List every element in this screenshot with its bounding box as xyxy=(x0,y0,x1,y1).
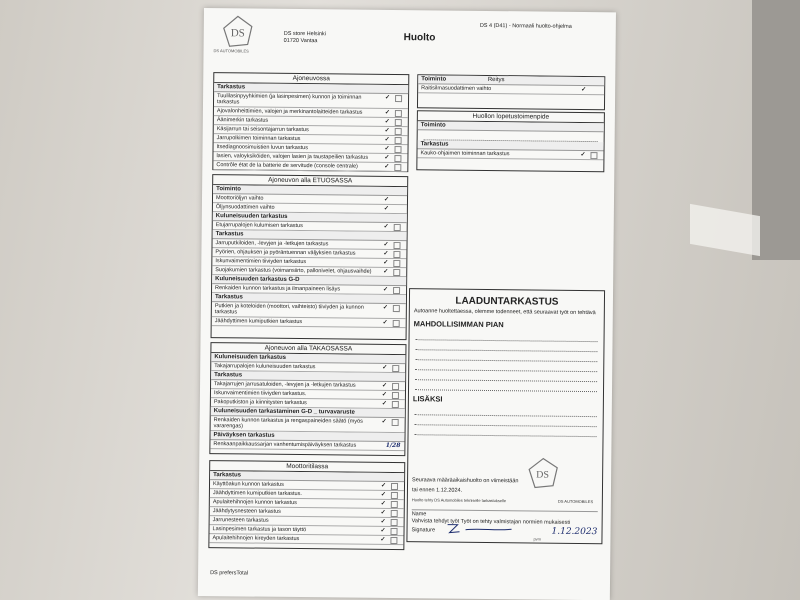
check-mark-icon: ✓ xyxy=(380,518,386,525)
check-mark-icon: ✓ xyxy=(381,400,387,407)
list-item xyxy=(418,84,604,95)
checkbox xyxy=(395,110,402,117)
check-mark-icon: ✓ xyxy=(384,109,390,116)
dealer-city: 01720 Vantaa xyxy=(283,37,318,45)
list-item xyxy=(417,149,603,160)
item-label: Takajarrupalojen kuluneisuuden tarkastus xyxy=(214,363,316,371)
item-label: Takajarrujen jarrusatuloiden, -levyjen ja -letkujen tarkastus xyxy=(214,381,356,389)
item-label: Jarruputkiloiden, -levyjen ja -letkujen tarkastus xyxy=(215,240,329,248)
item-label: Ajovalonheittimien, valojen ja merkinantolaitteiden tarkastus xyxy=(216,108,363,116)
footer-text: DS prefersTotal xyxy=(210,570,249,577)
item-label: Tuulilasinpyyhkimien (ja lasinpesimen) kunnon ja toiminnan tarkastus xyxy=(216,93,362,106)
dealer-name: DS store Helsinki xyxy=(283,30,326,38)
item-label: Renkaiden kunnon tarkastus ja ilmanpaineen lisäys xyxy=(215,285,341,293)
checkbox xyxy=(390,537,397,544)
item-label: Käyttöakun kunnon tarkastus xyxy=(212,481,284,488)
brand-text: DS AUTOMOBILES xyxy=(557,498,594,505)
item-label: Pyörien, ohjauksen ja pyöräntuennan väljyksien tarkastus xyxy=(215,249,356,257)
service-finish-section xyxy=(416,110,605,172)
checkbox xyxy=(392,392,399,399)
right-operation-sub: Reitys xyxy=(487,76,505,84)
date-check-label: Päiväyksen tarkastus xyxy=(213,432,275,439)
checkbox xyxy=(390,528,397,535)
list-item xyxy=(212,317,406,328)
name-label: Name xyxy=(412,509,598,519)
check-mark-icon: ✓ xyxy=(382,364,388,371)
checkbox xyxy=(392,383,399,390)
checkbox xyxy=(391,519,398,526)
quality-intro: Autoanne huoltettaessa, olemme todenneet, että seuraavat työt on tehtävä xyxy=(413,308,596,317)
item-label: Etujarrupalojen kulumisen tarkastus xyxy=(215,222,303,230)
check-mark-icon: ✓ xyxy=(383,241,389,248)
front-section-title: Ajoneuvon alla ETUOSASSA xyxy=(213,175,407,187)
signature-label: Signature xyxy=(411,527,436,534)
check-mark-icon: ✓ xyxy=(381,418,387,425)
check-mark-icon: ✓ xyxy=(384,154,390,161)
next-service-date: tai ennen 1.12.2024. xyxy=(411,487,463,494)
item-label: Itsediagnoosimuistien luvun tarkastus xyxy=(216,144,308,152)
item-label: Moottoriöljyn vaihto xyxy=(215,195,264,202)
checkbox xyxy=(392,365,399,372)
item-label: Raitisilmasuodattimen vaihto xyxy=(421,85,492,93)
check-mark-icon: ✓ xyxy=(380,509,386,516)
rear-tire-label: Kuluneisuuden tarkastaminen G-D _ turvavaruste xyxy=(213,408,355,416)
checkbox xyxy=(391,510,398,517)
checkbox xyxy=(393,269,400,276)
check-mark-icon: ✓ xyxy=(385,94,391,101)
item-label: Contrôle état de la batterie de servitude (console centrale) xyxy=(216,162,358,170)
item-label: Käsijarrun tai seisontajarrun tarkastus xyxy=(216,126,309,134)
item-label: Renkaiden kunnon tarkastus ja rengaspaineiden säätö (myös vararengas) xyxy=(213,417,363,430)
checkbox xyxy=(393,287,400,294)
asap-heading: MAHDOLLISIMMAN PIAN xyxy=(413,318,504,329)
item-label: Jarrunesteen tarkastus xyxy=(212,517,269,524)
check-mark-icon: ✓ xyxy=(384,163,390,170)
item-label: Äänimerkin tarkastus xyxy=(216,117,269,124)
checkbox xyxy=(393,260,400,267)
inspection-note: Huolto tehty DS Automobiles tekniselle tarkastukselle xyxy=(411,497,507,504)
engine-section-title: Moottoritilassa xyxy=(210,461,404,473)
check-mark-icon: ✓ xyxy=(380,500,386,507)
check-mark-icon: ✓ xyxy=(381,382,388,389)
signature-mark xyxy=(445,522,515,537)
vehicle-section-title: Ajoneuvossa xyxy=(214,73,408,85)
next-service-text: Seuraava määräaikaishuolto on viimeistään xyxy=(412,477,519,485)
svg-text:DS: DS xyxy=(536,469,549,481)
checkbox xyxy=(394,146,401,153)
date-label: pvm xyxy=(533,536,542,542)
checkbox xyxy=(393,320,400,327)
check-mark-icon: ✓ xyxy=(581,86,587,94)
check-mark-icon: ✓ xyxy=(382,304,388,311)
check-mark-icon: ✓ xyxy=(580,151,586,159)
front-wear-label: Kuluneisuuden tarkastus xyxy=(215,213,288,220)
check-mark-icon: ✓ xyxy=(383,268,389,275)
item-label: Pakoputkiston ja kiinnitysten tarkastus xyxy=(213,399,307,407)
front-tire-label: Kuluneisuuden tarkastus G-D xyxy=(215,276,300,284)
check-mark-icon: ✓ xyxy=(384,127,390,134)
doc-title: Huolto xyxy=(403,32,436,44)
checkbox xyxy=(394,155,401,162)
checkbox xyxy=(590,152,597,159)
quality-title: LAADUNTARKASTUS xyxy=(455,295,559,308)
finish-section-title: Huollon lopetustoimenpide xyxy=(418,111,604,123)
checkbox xyxy=(391,501,398,508)
checkbox xyxy=(393,251,400,258)
item-label: Jäähdytysnesteen tarkastus xyxy=(212,508,281,515)
check-mark-icon: ✓ xyxy=(383,250,389,257)
check-mark-icon: ✓ xyxy=(380,491,386,498)
item-label: lasien, valoyksiköiden, valojen lasien ja taustapeilien tarkastus xyxy=(216,153,369,161)
rear-underbody-section xyxy=(209,342,406,456)
list-item xyxy=(210,440,404,451)
item-label: Suojakumien tarkastus (voimansiirto, pallonivelet, ohjausvaihde) xyxy=(215,267,372,275)
quality-control-section xyxy=(406,288,605,544)
engine-check-label: Tarkastus xyxy=(213,472,242,479)
list-item xyxy=(209,534,403,545)
finish-operation-label: Toiminto xyxy=(420,122,446,129)
confirmation-text: Vahvista tehdyt työt Työt on tehty valmistajan normien mukaisesti xyxy=(411,518,571,526)
vehicle-items xyxy=(213,92,408,172)
list-item xyxy=(213,161,407,172)
right-operation-label: Toiminto xyxy=(421,76,447,83)
check-mark-icon: ✓ xyxy=(384,145,390,152)
check-mark-icon: ✓ xyxy=(383,223,389,230)
front-check-label: Tarkastus xyxy=(215,231,244,238)
ds-logo-icon xyxy=(526,456,560,490)
svg-text:DS: DS xyxy=(230,27,245,40)
check-mark-icon: ✓ xyxy=(383,205,389,212)
vehicle-check-label: Tarkastus xyxy=(217,84,246,91)
item-label: Apulaitehihnojen kireyden tarkastus xyxy=(212,535,300,543)
item-label: Putkien ja koteloiden (moottori, vaihteisto) tiiviyden ja kunnon tarkastus xyxy=(214,303,364,316)
brand-text: DS AUTOMOBILES xyxy=(213,48,249,54)
check-mark-icon: ✓ xyxy=(382,319,388,326)
check-mark-icon: ✓ xyxy=(384,118,390,125)
engine-bay-section xyxy=(208,460,405,550)
model-line: DS 4 (D41) - Normaali huolto-ohjelma xyxy=(479,22,572,30)
checkbox xyxy=(395,95,402,102)
front-underbody-section xyxy=(211,174,409,340)
cabin-filter-section xyxy=(417,74,605,110)
item-label: Iskunvaimentimien tiiviyden tarkastus. xyxy=(213,390,307,398)
vehicle-section xyxy=(212,72,409,172)
item-label: Iskunvaimentimien tiiviyden tarkastus xyxy=(215,258,307,266)
background-reflection xyxy=(690,204,760,256)
item-label: Jarrupolkimen toiminnan tarkastus xyxy=(216,135,301,143)
check-mark-icon: ✓ xyxy=(380,482,387,489)
checkbox xyxy=(395,119,402,126)
front-check2-label: Tarkastus xyxy=(214,294,243,301)
checkbox xyxy=(393,305,400,312)
extra-heading: LISÄKSI xyxy=(412,393,443,404)
rear-section-title: Ajoneuvon alla TAKAOSASSA xyxy=(211,343,405,355)
checkbox xyxy=(393,242,400,249)
checkbox xyxy=(392,401,399,408)
checkbox xyxy=(395,128,402,135)
signed-date: 1.12.2023 xyxy=(551,526,598,538)
check-mark-icon: ✓ xyxy=(380,536,386,543)
checkbox xyxy=(391,483,398,490)
item-label: Jäähdyttimen kumiputkien tarkastus. xyxy=(212,490,302,498)
finish-operation-heading xyxy=(418,121,604,132)
check-mark-icon: ✓ xyxy=(382,286,389,293)
handwritten-date: 1/28 xyxy=(385,441,401,450)
item-label: Kauko-ohjaimen toiminnan tarkastus xyxy=(420,150,510,158)
rear-check-label: Tarkastus xyxy=(214,372,243,379)
item-label: Öljynsuodattimen vaihto xyxy=(215,204,275,211)
checkbox xyxy=(394,224,401,231)
service-checklist-sheet xyxy=(198,8,616,600)
item-label: Lasinpesimen tarkastus ja tason täyttö xyxy=(212,526,307,534)
checkbox xyxy=(391,492,398,499)
checkbox xyxy=(392,419,399,426)
check-mark-icon: ✓ xyxy=(380,527,386,534)
checkbox xyxy=(395,137,402,144)
check-mark-icon: ✓ xyxy=(383,196,390,203)
item-label: Jäähdyttimen kumiputkien tarkastus xyxy=(214,318,303,326)
item-label: Apulaitehihnojen kunnon tarkastus xyxy=(212,499,297,506)
check-mark-icon: ✓ xyxy=(384,136,390,143)
front-operation-label: Toiminto xyxy=(216,186,242,193)
check-mark-icon: ✓ xyxy=(383,259,389,266)
rear-wear-label: Kuluneisuuden tarkastus xyxy=(214,354,287,361)
finish-check-label: Tarkastus xyxy=(420,141,449,148)
checkbox xyxy=(394,164,401,171)
check-mark-icon: ✓ xyxy=(381,391,387,398)
blank-line xyxy=(415,425,597,437)
item-label: Renkaanpaikkaussarjan vanhentumispäiväyksen tarkastus xyxy=(213,441,357,449)
ds-logo-icon xyxy=(220,14,256,50)
